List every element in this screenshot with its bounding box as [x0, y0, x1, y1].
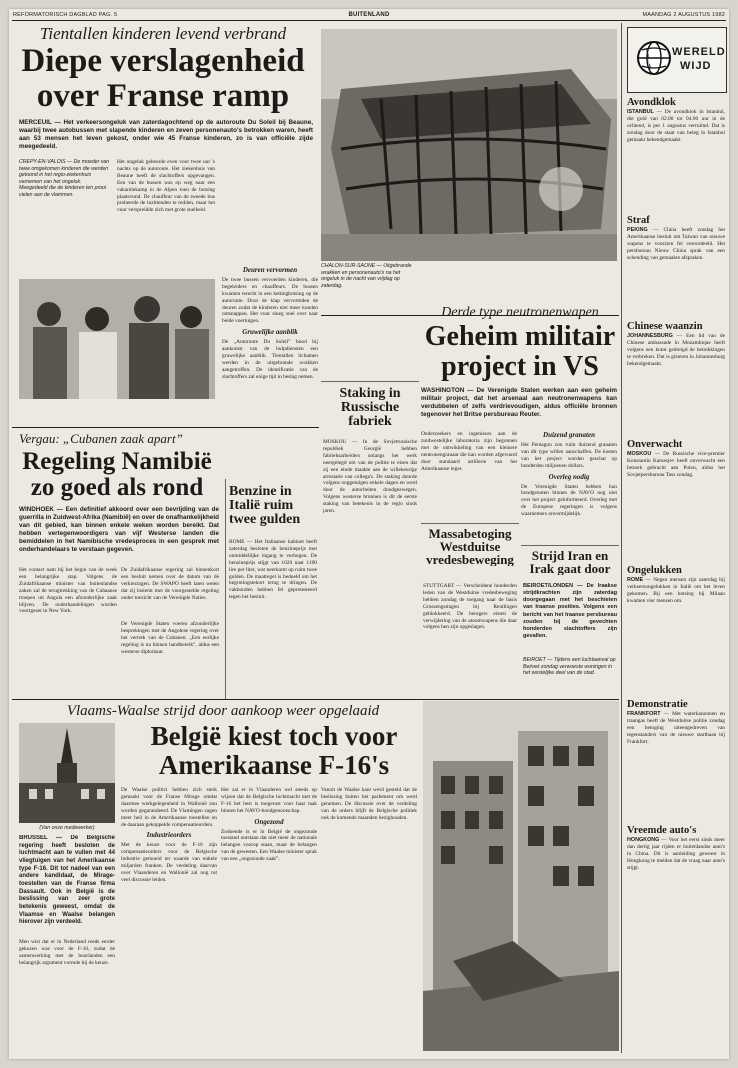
wereld-item-body: China heeft zondag het Amerikaanse besluit om Taiwan van nieuwe wapens te voorzien fel veroordeeld. Het persbureau Nieuw China sprak van een schending van gemaakte afspraken.	[627, 227, 725, 261]
logo-top-text: WERELD	[672, 46, 726, 58]
wereld-item: Ongelukken ROME — Negen mensen zijn zaterdag bij verkeersongelukken in Italië om het leven gekomen. Bij een botsing bij Milaan kwamen vier mensen om.	[627, 565, 725, 604]
wereld-item: Vreemde auto's HONGKONG — Voor het eerst sinds meer dan dertig jaar rijden er buitenlandse auto's in China. Dit is aanleiding geweest in Hongkong te melden dat de vraag naar auto's stijgt.	[627, 825, 725, 871]
neutron-column-2	[521, 431, 617, 541]
f16-subhead-1: Industrieorders	[146, 831, 192, 840]
wereld-item-title: Demonstratie	[627, 699, 688, 710]
mourners-drawing	[19, 279, 215, 399]
wereld-item-dateline: ISTANBUL	[627, 109, 654, 115]
f16-column-3	[221, 787, 317, 1049]
massa-headline	[423, 527, 517, 566]
staking-rule	[321, 381, 419, 382]
bus-subhead-1: Deuren vervormen	[242, 266, 298, 274]
wereld-item-body: De avondklok in Istanbul, die gold van 02.00 tot 04.00 uur in de ochtend, is per 1 augustus verruimd. Dat is zondag door de staat van beleg in Istanbul gemaakt bekendgemaakt.	[627, 109, 725, 143]
bus-caption-1-text: CREPY-EN-VALOIS — De moeder van twee omgekomen kinderen die werden getoond in het regio-ziekenhuis vernemen van het ongeluk. Meegedeeld die de kinderen ten prooi vielen aan de vlammen.	[19, 159, 110, 198]
f16-column-2	[121, 787, 217, 1049]
wereld-item-body: De Russische vice-premier Konstantin Katoesjev heeft onverwacht een bezoek gebracht aan Polen, aldus het Sovjetpersbureau Tass zondag.	[627, 451, 725, 478]
namibie-lead	[19, 506, 219, 564]
neutron-kicker: Derde type neutronenwapen	[441, 305, 599, 320]
namibie-lead-text: WINDHOEK — Een definitief akkoord over een bevrijding van de guerrilla in Zuidwest-Afrika (Namibië) en over de onafhankelijkheid van dit gebied, kan binnen enkele weken worden bereikt. Dat hebben vertegenwoordigers van vijf Westerse landen die bemiddelen in het Namibische vredesproces in een gesprek met onderhandelaars te verstaan gegeven.	[19, 506, 219, 554]
f16-subhead-2: Ongezond	[254, 817, 284, 826]
wereld-item-dateline: MOSKOU	[627, 451, 652, 457]
namibie-column-2	[121, 567, 219, 617]
wereld-item-dateline: HONGKONG	[627, 837, 660, 843]
wereld-item-dateline: FRANKFORT	[627, 711, 661, 717]
f16-kicker: Vlaams-Waalse strijd door aankoop weer opgelaaid	[66, 703, 380, 719]
bus-headline-2: over Franse ramp	[36, 78, 290, 114]
staking-headline	[323, 387, 417, 429]
neutron-lead-text: WASHINGTON — De Verenigde Staten werken aan een geheim militair project, dat het arsenaal aan neutronenwapens kan verdubbelen of zelfs verdrievoudigen, aldus officiële bronnen tegenover het Britse persbureau Reuter.	[421, 387, 617, 419]
iran-rule	[521, 545, 619, 546]
benzine-headline	[229, 485, 317, 527]
neutron-lead	[421, 387, 617, 427]
f16-column-1-text: Men wist dat er in Nederland reeds eerder gekozen was voor de F-16, zodat de samenwerking met de buurlanden een belangrijk argument vormde bij de keuze.	[19, 939, 115, 966]
bus-column-3b-text: De „Autoroute Du Soleil” bood bij aankomst van de hulpdiensten een gruwelijke aanblik. Tientallen lichamen werden in de uitgebrande wrakken aangetroffen. De identificatie van de slachtoffers zal enige tijd in beslag nemen.	[222, 339, 318, 380]
benzine-body-text: ROME — Het Italiaanse kabinet heeft zaterdag besloten de benzineprijs met onmiddellijke ingang te verhogen. De benzineprijs stijgt van 1020 naar 1100 lire per liter, wat neerkomt op ruim twee gulden. De maatregel is bedoeld om het begrotingstekort terug te dringen. De vakbonden hebben fel geprotesteerd tegen het besluit.	[229, 539, 317, 601]
staking-body	[323, 439, 417, 695]
header-section: BUITENLAND	[348, 12, 390, 18]
namibie-headline-2: zo goed als rond	[30, 474, 204, 501]
f16-column-3b-text: Zodoende is er in België de ongezonde toestand ontstaan dat niet meer de nationale belangen voorop staan, maar de belangen van de gewesten. Een Waalse minister sprak van een „ongezonde zaak”.	[221, 828, 317, 863]
iran-caption-text: BEIROET — Tijdens een luchtaanval op Beiroet zondag verwoeste woningen in het westelijke deel van de stad.	[523, 657, 616, 676]
bus-headline-1: Diepe verslagenheid	[21, 43, 305, 79]
namibie-headline-1: Regeling Namibië	[22, 448, 212, 475]
wereld-item-title: Onverwacht	[627, 439, 683, 450]
f16-column-4	[321, 787, 417, 1049]
bus-lead: MERCEUIL — Het verkeersongeluk van zaterdagochtend op de autoroute Du Soleil bij Beaune, waarbij twee autobussen met slapende kinderen en zeven personenauto's betrokken waren, heeft aan 53 mensen het leven gekost, onder wie 45 Franse kinderen, zo is van officiële zijde meegedeeld.	[19, 119, 313, 151]
namibie-column-1	[19, 567, 117, 695]
neutron-subhead-2: Overleg nodig	[548, 472, 590, 481]
column-divider	[621, 23, 622, 1053]
neutron-column-1	[421, 431, 517, 519]
namibie-column-3	[121, 621, 219, 695]
wereld-item-body: Negen mensen zijn zaterdag bij verkeersongelukken in Italië om het leven gekomen. Bij een botsing bij Milaan kwamen vier mensen om.	[627, 577, 725, 604]
header-left: REFORMATORISCH DAGBLAD PAG. 5	[13, 12, 118, 18]
wereld-item-dateline: ROME	[627, 577, 644, 583]
benzine-body	[229, 539, 317, 695]
massa-headline-text: Massabetoging Westduitse vredesbeweging	[426, 527, 514, 566]
f16-lead	[19, 835, 115, 935]
iran-body	[523, 583, 617, 653]
beirut-drawing	[423, 701, 619, 1051]
f16-lead-text: BRUSSEL — De Belgische regering heeft besloten de luchtmacht aan te vullen met 44 vliegtuigen van het Amerikaanse type F-16. Dit tot nadeel van een andere kandidaat, de Mirage-toestellen van de Franse firma Dassault. Ook in België is de beslissing van zeer grote betekenis geweest, omdat de Vlaamse en Waalse belangen hierover zijn verdeeld.	[19, 835, 115, 926]
wereld-item-title: Ongelukken	[627, 565, 682, 576]
bus-wreck-drawing	[321, 29, 617, 261]
bus-caption-2	[321, 263, 419, 313]
wereld-item-body: Een lid van de Chinese ambassade in Mozambique heeft volgens een krant gedreigd de betrekkingen te verbreken. Dat is gisteren in Johannesburg bekendgemaakt.	[627, 333, 725, 367]
wereld-item-body: Met waterkanonnen en traangas heeft de Westduitse politie zondag een betoging uiteengedreven van tegenstanders van de nieuwe startbaan bij Frankfort.	[627, 711, 725, 745]
neutron-column-2b-text: De Verenigde Staten hebben hun bondgenoten binnen de NAVO nog niet over het project geïnformeerd. Overleg met de Europese regeringen is volgens waarnemers onvermijdelijk.	[521, 483, 617, 518]
bus-subhead-2: Gruwelijke aanblik	[242, 328, 298, 337]
rule-f16-top	[12, 699, 619, 700]
bus-caption-1	[19, 159, 111, 277]
massa-rule	[421, 523, 519, 524]
mourners-photo	[19, 279, 215, 399]
wereld-item: Chinese waanzin JOHANNESBURG — Een lid van de Chinese ambassade in Mozambique heeft volgens een krant gedreigd de betrekkingen te verbreken. Dat is gisteren in Johannesburg bekendgemaakt.	[627, 321, 725, 367]
namibie-column-1-text: Het contact nam bij het begin van de week een belangrijke stap. Volgens de Zuidafrikaanse minister van buitenlandse zaken zal de terugtrekking van de Cubaanse troepen uit Angola een afzonderlijke zaak blijven. De onderhandelingen worden voortgezet in New York.	[19, 567, 117, 615]
globe-icon	[636, 40, 672, 76]
rule-namibie-top	[12, 427, 319, 428]
bus-column-3	[222, 263, 318, 423]
bus-column-3a-text: De twee bussen vervoerden kinderen, die begeleiders en chauffeurs. De bussen kwamen terecht in een kettingbotsing op de autoroute. Door de klap vervormden de deuren zodat de kinderen niet meer konden ontsnappen. Het vuur sloeg snel over naar beide voertuigen.	[222, 276, 318, 325]
neutron-headline-1: Geheim militair	[424, 321, 616, 352]
bus-column-2	[117, 159, 215, 277]
wereld-item: Avondklok ISTANBUL — De avondklok in Istanbul, die gold van 02.00 tot 04.00 uur in de ochtend, is per 1 augustus verruimd. Dat is zondag door de staat van beleg in Istanbul gemaakt bekendgemaakt.	[627, 97, 725, 143]
iran-headline	[523, 549, 617, 575]
wereld-item-title: Avondklok	[627, 97, 676, 108]
beirut-photo	[423, 701, 619, 1051]
iran-body-text: BEIROET/LONDEN — De Iraakse strijdkrachten zijn zaterdag doorgegaan met het beschieten van Iraanse posities. Volgens een bericht van het Iraanse persbureau zouden bij de gevechten honderden slachtoffers zijn gevallen.	[523, 583, 617, 640]
neutron-subhead-1: Duizend granaten	[543, 431, 595, 439]
wereld-item-body: Voor het eerst sinds meer dan dertig jaar rijden er buitenlandse auto's in China. Dit is aanleiding geweest in Hongkong te melden dat de vraag naar auto's stijgt.	[627, 837, 725, 871]
neutron-column-2a-text: Het Pentagon zou ruim duizend granaten van dit type willen aanschaffen. De kosten van het project worden geschat op honderden miljoenen dollars.	[521, 441, 617, 469]
massa-body-text: STUTTGART — Verscheidene honderden leden van de Westduitse vredesbeweging hebben zondag de toegang naar de basis Grossengstingen bij Reutlingen geblokkeerd. De betogers eisten de verwijdering van de atoomwapens die daar volgens hen zijn opgeslagen.	[423, 583, 517, 631]
wereld-item-title: Chinese waanzin	[627, 321, 703, 332]
iran-caption	[523, 657, 617, 695]
staking-headline-text: Staking in Russische fabriek	[339, 387, 401, 429]
wereld-item: Demonstratie FRANKFORT — Met waterkanonnen en traangas heeft de Westduitse politie zondag een betoging uiteengedreven van tegenstanders van de nieuwe startbaan bij Frankfort.	[627, 699, 725, 745]
wereld-item: Onverwacht MOSKOU — De Russische vice-premier Konstantin Katoesjev heeft onverwacht een bezoek gebracht aan Polen, aldus het Sovjetpersbureau Tass zondag.	[627, 439, 725, 478]
f16-headline-1: België kiest toch voor	[150, 721, 398, 751]
brussels-photo-caption: (Van onze medewerker)	[39, 825, 95, 831]
iran-headline-text: Strijd Iran en Irak gaat door	[529, 549, 611, 575]
neutron-column-1-text: Onderzoekers en ingenieurs aan de zuidwestelijke laboratoria zijn begonnen met de ontwikkeling van een kleinere neutronengranaat die kan worden afgevuurd door standaard artillerie van het Amerikaanse leger.	[421, 431, 517, 472]
header-date: MAANDAG 2 AUGUSTUS 1982	[642, 12, 725, 18]
bus-column-2-text: Het ongeluk gebeurde even voor twee uur 's nachts op de autoroute. Het ziekenhuis van Beaune heeft de slachtoffers opgevangen. Een van de bussen was op weg naar een vakantiekamp in de Alpen toen de botsing plaatsvond. De chauffeur van de tweede bus probeerde de inzittenden te redden, maar het vuur verspreidde zich met grote snelheid.	[117, 159, 215, 214]
brussels-photo	[19, 723, 115, 823]
f16-column-1	[19, 939, 115, 1049]
f16-headline-2: Amerikaanse F-16's	[158, 750, 390, 780]
namibie-column-3-text: De Verenigde Staten voeren afzonderlijke besprekingen met de Angolese regering over het vertrek van de Cubanen. „Een eerlijke regeling is nu binnen handbereik”, aldus een westerse diplomaat.	[121, 621, 219, 655]
wereld-item-dateline: PEKING	[627, 227, 648, 233]
newspaper-page	[9, 9, 729, 1059]
namibie-kicker: Vergau: „Cubanen zaak apart”	[19, 431, 183, 446]
wereld-item-dateline: JOHANNESBURG	[627, 333, 673, 339]
bus-kicker: Tientallen kinderen levend verbrand	[39, 24, 287, 43]
namibie-column-2-text: De Zuidafrikaanse regering zal binnenkort een besluit nemen over de datum van de verkiezingen. De SWAPO heeft laten weten dat zij instemt met de voorgestelde regeling onder toezicht van de Verenigde Naties.	[121, 567, 219, 601]
bus-wreck-photo	[321, 29, 617, 261]
f16-column-3-text: Het zal er in Vlaanderen wel steeds op wijzen dat de Belgische luchtmacht met de F-16 het best is toegerust voor haar taak binnen het NAVO-bondgenootschap.	[221, 787, 317, 814]
f16-column-2-text: De Waalse politici hebben zich sterk gemaakt voor de Franse Mirage omdat daarmee werkgelegenheid in Wallonië zou worden gegarandeerd. De Vlamingen zagen meer heil in de Amerikaanse toestellen en de daaraan gekoppelde compensatieorders.	[121, 787, 217, 828]
header-rule	[12, 20, 726, 21]
f16-column-2b-text: Met de keuze voor de F-16 zijn compensatieorders voor de Belgische industrie gemoeid ter waarde van enkele miljarden franken. De verdeling daarvan over Vlaanderen en Wallonië zal nog tot veel discussie leiden.	[121, 842, 217, 883]
bus-caption-2-text: CHALON-SUR-SAONE — Uitgebrande wrakken en personenauto's na het ongeluk in de nacht van vrijdag op zaterdag.	[321, 263, 412, 289]
wereld-item: Straf PEKING — China heeft zondag het Amerikaanse besluit om Taiwan van nieuwe wapens te voorzien fel veroordeeld. Het persbureau Nieuw China sprak van een schending van gemaakte afspraken.	[627, 215, 725, 261]
wereld-item-title: Vreemde auto's	[627, 825, 697, 836]
benzine-divider	[225, 479, 226, 699]
logo-bottom-text: WIJD	[680, 60, 712, 72]
wereld-item-title: Straf	[627, 215, 650, 226]
staking-body-text: MOSKOU — In de Sovjetrussische republiek Georgië hebben fabrieksarbeiders onlangs het werk neergelegd om van de politie te eisen dat zij een einde maakte aan de willekeurige arrestatie van collega's. De staking duurde volgens ooggetuigen enkele dagen en werd door de autoriteiten doodgezwegen. Volgens westerse bronnen is dit de eerste staking van betekenis in de regio sinds jaren.	[323, 439, 417, 515]
brussels-drawing	[19, 723, 115, 823]
wereld-wijd-column	[627, 95, 725, 1055]
benzine-headline-text: Benzine in Italië ruim twee gulden	[229, 485, 301, 527]
wereld-wijd-logo	[627, 27, 727, 93]
f16-column-4-text: Vanuit de Waalse kant werd gesteld dat de beslissing buiten het parlement om werd genomen. De discussie over de verdeling van de orders blijft de Belgische politiek ook de komende maanden bezighouden.	[321, 787, 417, 821]
massa-body	[423, 583, 517, 695]
neutron-headline-2: project in VS	[441, 351, 599, 382]
